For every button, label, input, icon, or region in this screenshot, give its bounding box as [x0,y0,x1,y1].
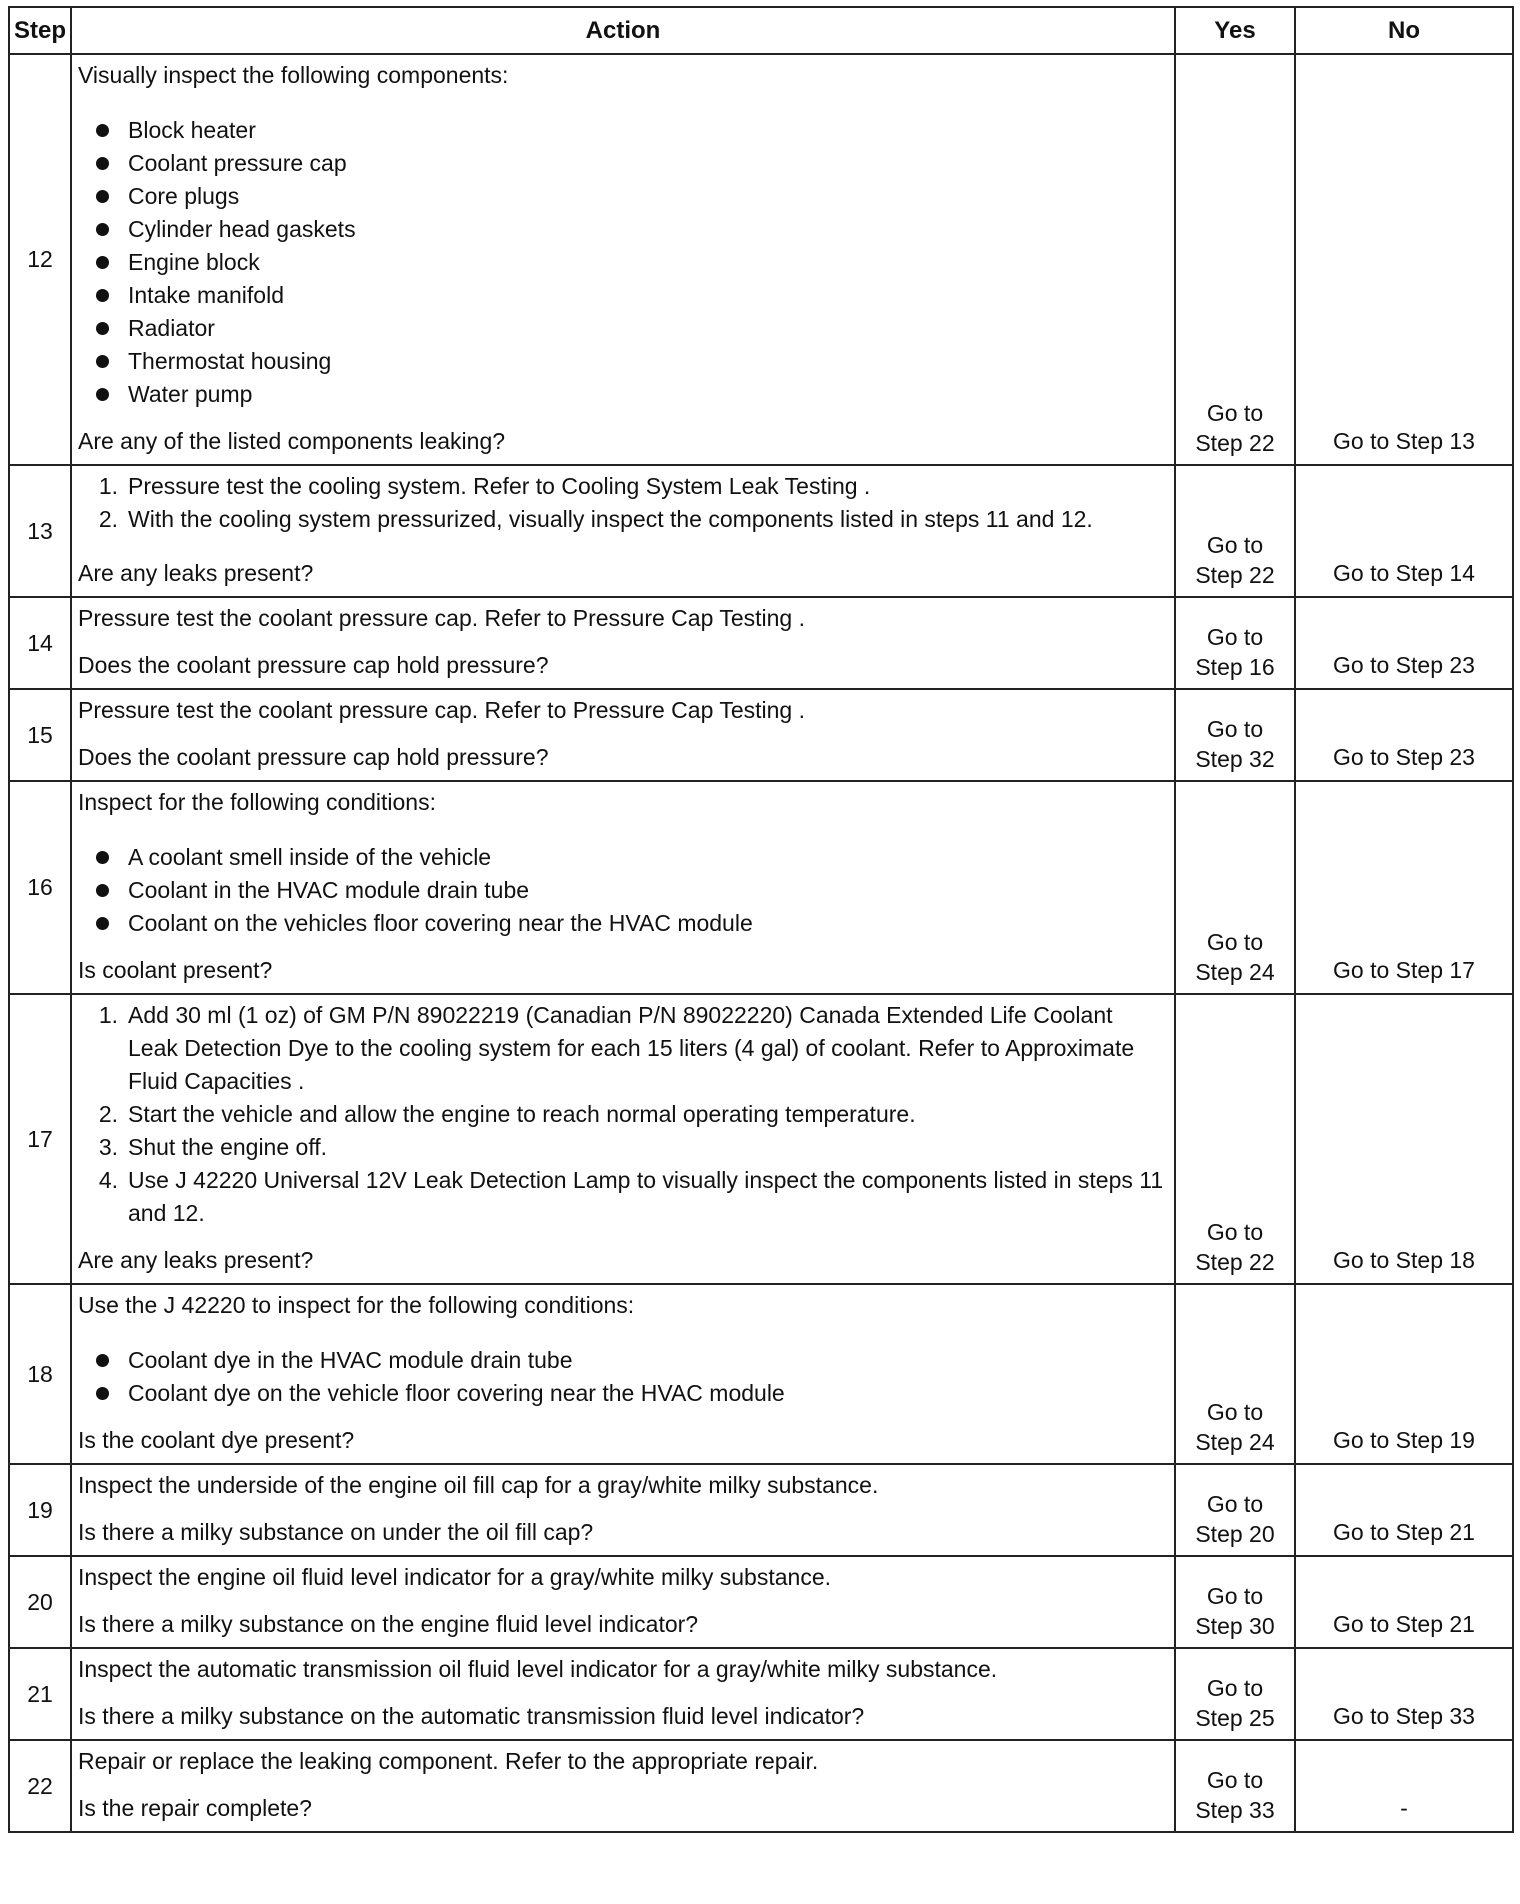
yes-goto: Go to [1206,532,1264,558]
item-text: Pressure test the cooling system. Refer to Cooling System Leak Testing . [128,473,871,499]
yes-goto: Go to [1206,1399,1264,1425]
bullet-item: Engine block [92,246,1168,279]
no-cell[interactable]: Go to Step 19 [1295,1284,1513,1464]
yes-step-link[interactable]: Step 25 [1195,1705,1275,1731]
item-number: 2. [98,1101,118,1127]
yes-goto: Go to [1206,1675,1264,1701]
action-intro: Inspect the automatic transmission oil fluid level indicator for a gray/white milky substance. [78,1656,998,1682]
step-number: 12 [9,54,71,465]
yes-step-link[interactable]: Step 20 [1195,1521,1275,1547]
yes-step-link[interactable]: Step 22 [1195,562,1275,588]
yes-goto: Go to [1206,624,1264,650]
yes-goto: Go to [1206,716,1264,742]
table-row [9,54,1513,465]
action-instructions [78,1745,1168,1778]
bullet-list [78,1344,1168,1410]
action-instructions [78,1289,1168,1410]
numbered-list [78,470,1168,536]
bullet-item: Core plugs [92,180,1168,213]
item-text: With the cooling system pressurized, visually inspect the components listed in steps 11 and 12. [128,506,1093,532]
no-cell[interactable]: Go to Step 21 [1295,1464,1513,1556]
action-intro: Pressure test the coolant pressure cap. Refer to Pressure Cap Testing . [78,605,805,631]
action-question: Is there a milky substance on the engine fluid level indicator? [78,1611,699,1637]
spacer [78,92,1168,114]
bullet-item: Radiator [92,312,1168,345]
action-content [78,1561,1168,1641]
step-number: 19 [9,1464,71,1556]
action-instructions [78,1653,1168,1686]
numbered-item [92,470,1168,503]
action-instructions [78,1561,1168,1594]
action-intro: Inspect for the following conditions: [78,789,436,815]
yes-goto: Go to [1206,1219,1264,1245]
item-text: Use J 42220 Universal 12V Leak Detection Lamp to visually inspect the components listed in steps 11 and 12. [128,1167,1164,1226]
bullet-item: Coolant dye in the HVAC module drain tube [92,1344,1168,1377]
step-number: 22 [9,1740,71,1832]
header-yes: Yes [1175,7,1295,54]
no-cell[interactable]: Go to Step 33 [1295,1648,1513,1740]
numbered-item [92,503,1168,536]
table-row [9,465,1513,597]
no-cell[interactable]: Go to Step 23 [1295,597,1513,689]
table-row [9,1464,1513,1556]
action-cell [71,597,1175,689]
no-cell[interactable]: Go to Step 18 [1295,994,1513,1284]
action-content [78,1289,1168,1457]
action-intro: Repair or replace the leaking component. Refer to the appropriate repair. [78,1748,819,1774]
header-step: Step [9,7,71,54]
item-number: 4. [98,1167,118,1193]
yes-step-link[interactable]: Step 24 [1195,959,1275,985]
step-number: 13 [9,465,71,597]
yes-step-link[interactable]: Step 22 [1195,1249,1275,1275]
diagnostic-table-container [8,6,1512,1898]
item-number: 1. [98,1002,118,1028]
action-question: Does the coolant pressure cap hold pressure? [78,652,549,678]
action-instructions [78,602,1168,635]
table-row [9,1284,1513,1464]
yes-cell [1175,781,1295,994]
action-instructions [78,694,1168,727]
table-row [9,994,1513,1284]
action-cell [71,1648,1175,1740]
yes-step-link[interactable]: Step 16 [1195,654,1275,680]
numbered-item [92,1098,1168,1131]
no-cell[interactable]: Go to Step 13 [1295,54,1513,465]
step-number: 15 [9,689,71,781]
step-number: 20 [9,1556,71,1648]
action-cell [71,465,1175,597]
no-cell[interactable]: Go to Step 23 [1295,689,1513,781]
action-cell [71,994,1175,1284]
action-cell [71,1556,1175,1648]
action-cell [71,689,1175,781]
item-text: Shut the engine off. [128,1134,328,1160]
action-question: Is coolant present? [78,957,273,983]
table-row [9,1648,1513,1740]
action-cell [71,1464,1175,1556]
yes-cell [1175,1556,1295,1648]
action-content [78,786,1168,987]
action-instructions [78,59,1168,411]
action-intro: Inspect the engine oil fluid level indicator for a gray/white milky substance. [78,1564,832,1590]
action-content [78,1469,1168,1549]
yes-cell [1175,465,1295,597]
action-intro: Inspect the underside of the engine oil fill cap for a gray/white milky substance. [78,1472,879,1498]
action-intro: Pressure test the coolant pressure cap. Refer to Pressure Cap Testing . [78,697,805,723]
item-number: 3. [98,1134,118,1160]
yes-cell [1175,994,1295,1284]
action-content [78,59,1168,458]
table-row [9,597,1513,689]
yes-goto: Go to [1206,400,1264,426]
yes-cell [1175,689,1295,781]
yes-step-link[interactable]: Step 33 [1195,1797,1275,1823]
bullet-item: Block heater [92,114,1168,147]
action-question: Are any of the listed components leaking? [78,428,506,454]
spacer [78,1322,1168,1344]
header-no: No [1295,7,1513,54]
yes-step-link[interactable]: Step 30 [1195,1613,1275,1639]
table-body [9,54,1513,1832]
yes-goto: Go to [1206,1767,1264,1793]
action-content [78,470,1168,590]
bullet-item: Coolant pressure cap [92,147,1168,180]
action-content [78,999,1168,1277]
action-question: Is the repair complete? [78,1795,312,1821]
action-cell [71,1740,1175,1832]
action-intro: Visually inspect the following components: [78,62,509,88]
yes-cell [1175,1464,1295,1556]
yes-step-link[interactable]: Step 32 [1195,746,1275,772]
no-cell[interactable]: Go to Step 17 [1295,781,1513,994]
item-text: Add 30 ml (1 oz) of GM P/N 89022219 (Canadian P/N 89022220) Canada Extended Life Coolant Leak Detection Dye to the cooling system for each 15 liters (4 gal) of coolant. Refer to Approximate Fluid Capacities . [128,1002,1135,1094]
yes-step-link[interactable]: Step 24 [1195,1429,1275,1455]
action-question: Are any leaks present? [78,560,314,586]
yes-cell [1175,54,1295,465]
step-number: 18 [9,1284,71,1464]
bullet-item: Thermostat housing [92,345,1168,378]
step-number: 21 [9,1648,71,1740]
numbered-item [92,999,1168,1098]
item-number: 2. [98,506,118,532]
action-question: Is there a milky substance on under the oil fill cap? [78,1519,594,1545]
action-content [78,1745,1168,1825]
action-question: Is the coolant dye present? [78,1427,355,1453]
header-action: Action [71,7,1175,54]
no-cell[interactable]: - [1295,1740,1513,1832]
table-row [9,781,1513,994]
bullet-item: Coolant dye on the vehicle floor covering near the HVAC module [92,1377,1168,1410]
no-cell[interactable]: Go to Step 14 [1295,465,1513,597]
table-row [9,689,1513,781]
action-instructions [78,786,1168,940]
action-cell [71,1284,1175,1464]
step-number: 16 [9,781,71,994]
numbered-list [78,999,1168,1230]
action-intro: Use the J 42220 to inspect for the following conditions: [78,1292,635,1318]
table-row [9,1740,1513,1832]
table-row [9,1556,1513,1648]
action-content [78,1653,1168,1733]
bullet-list [78,841,1168,940]
action-cell [71,54,1175,465]
spacer [78,819,1168,841]
action-content [78,602,1168,682]
yes-goto: Go to [1206,1583,1264,1609]
action-question: Does the coolant pressure cap hold pressure? [78,744,549,770]
yes-step-link[interactable]: Step 22 [1195,430,1275,456]
bullet-item: Coolant in the HVAC module drain tube [92,874,1168,907]
yes-cell [1175,1740,1295,1832]
numbered-item [92,1164,1168,1230]
action-instructions [78,1469,1168,1502]
no-cell[interactable]: Go to Step 21 [1295,1556,1513,1648]
action-instructions [78,999,1168,1230]
action-cell [71,781,1175,994]
item-text: Start the vehicle and allow the engine to reach normal operating temperature. [128,1101,916,1127]
bullet-item: Water pump [92,378,1168,411]
yes-goto: Go to [1206,1491,1264,1517]
action-question: Is there a milky substance on the automatic transmission fluid level indicator? [78,1703,865,1729]
step-number: 17 [9,994,71,1284]
item-number: 1. [98,473,118,499]
diagnostic-table [8,6,1514,1833]
action-instructions [78,470,1168,536]
yes-cell [1175,1648,1295,1740]
bullet-item: A coolant smell inside of the vehicle [92,841,1168,874]
yes-cell [1175,1284,1295,1464]
bullet-list [78,114,1168,411]
bullet-item: Cylinder head gaskets [92,213,1168,246]
action-question: Are any leaks present? [78,1247,314,1273]
yes-goto: Go to [1206,929,1264,955]
step-number: 14 [9,597,71,689]
action-content [78,694,1168,774]
header-row [9,7,1513,54]
bullet-item: Intake manifold [92,279,1168,312]
yes-cell [1175,597,1295,689]
bullet-item: Coolant on the vehicles floor covering near the HVAC module [92,907,1168,940]
numbered-item [92,1131,1168,1164]
